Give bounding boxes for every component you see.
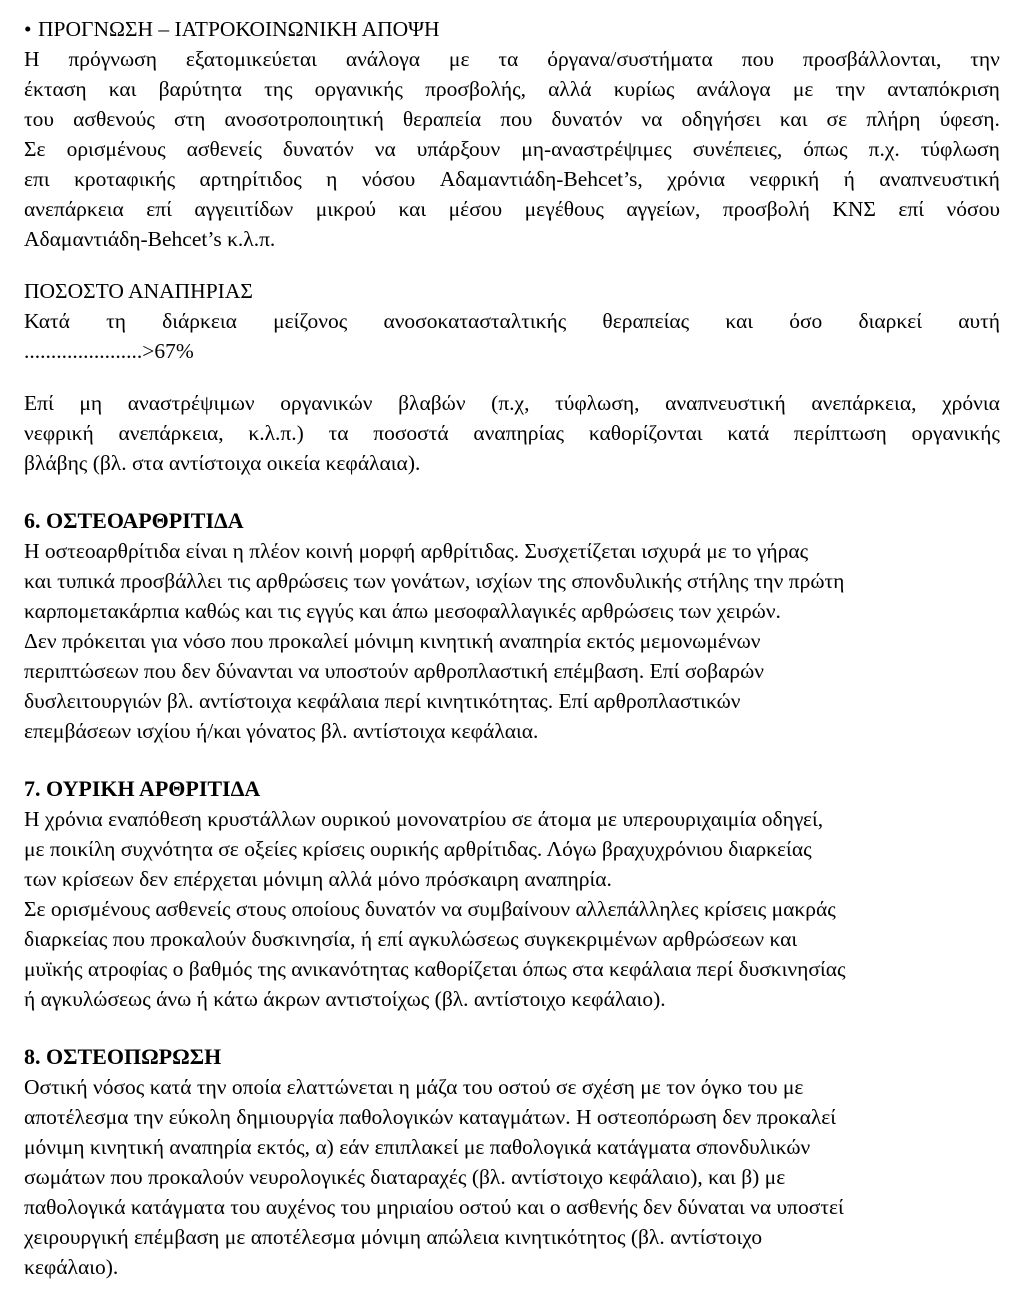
section-heading: 7. ΟΥΡΙΚΗ ΑΡΘΡΙΤΙΔΑ <box>24 776 261 801</box>
word: κατά <box>727 421 770 445</box>
paragraph-line: Σε ορισμένους ασθενείς στους οποίους δυνατόν να συμβαίνουν αλλεπάλληλες κρίσεις μακράς <box>24 897 836 921</box>
word: όπως <box>803 137 848 161</box>
word: αλλά <box>548 77 592 101</box>
word: την <box>970 47 1000 71</box>
paragraph-line: ή αγκυλώσεως άνω ή κάτω άκρων αντιστοίχως (βλ. αντίστοιχο κεφάλαιο). <box>24 987 666 1011</box>
word: δυνατόν <box>282 137 354 161</box>
word: ανάλογα <box>345 47 421 71</box>
word: καθορίζονται <box>588 421 703 445</box>
paragraph-line: σωμάτων που προκαλούν νευρολογικές διαταραχές (βλ. αντίστοιχο κεφάλαιο), και β) με <box>24 1165 786 1189</box>
word: και <box>779 107 808 131</box>
word: θεραπεία <box>402 107 482 131</box>
word: ή <box>843 167 855 191</box>
paragraph-line: των κρίσεων δεν επέρχεται μόνιμη αλλά μόνο πρόσκαιρη αναπηρία. <box>24 867 612 891</box>
word: να <box>641 107 663 131</box>
paragraph-line: καρπομετακάρπια καθώς και τις εγγύς και άπω μεσοφαλλαγικές αρθρώσεις των χειρών. <box>24 599 781 623</box>
word: διαρκεί <box>858 309 923 333</box>
paragraph-line <box>24 44 1000 74</box>
paragraph-line: παθολογικά κατάγματα του αυχένος του μηριαίου οστού και ο ασθενής δεν δύναται να υποστεί <box>24 1195 844 1219</box>
word: προσβάλλονται, <box>802 47 942 71</box>
word: οργανικής <box>911 421 1000 445</box>
word: επί <box>898 197 925 221</box>
section-heading: 6. ΟΣΤΕΟΑΡΘΡΙΤΙΔΑ <box>24 508 244 533</box>
word: μέσου <box>448 197 503 221</box>
word: ανεπάρκεια, <box>118 421 224 445</box>
paragraph-line: κεφάλαιο). <box>24 1255 119 1279</box>
word: συνέπειες, <box>692 137 783 161</box>
word: νεφρική <box>24 421 94 445</box>
word: προσβολή <box>722 197 810 221</box>
word: τα <box>328 421 349 445</box>
paragraph-line: επεμβάσεων ισχίου ή/και γόνατος βλ. αντίστοιχα κεφάλαια. <box>24 719 539 743</box>
word: ανταπόκριση <box>887 77 1000 101</box>
word: ανάλογα <box>696 77 771 101</box>
word: αναπνευστική <box>879 167 1000 191</box>
word: την <box>835 77 866 101</box>
word: ανοσοκατασταλτικής <box>383 309 567 333</box>
word: νόσου <box>946 197 1000 221</box>
word: όργανα/συστήματα <box>547 47 713 71</box>
word: ασθενούς <box>73 107 155 131</box>
word: τύφλωση, <box>555 391 640 415</box>
word: μικρού <box>315 197 377 221</box>
word: ανεπάρκεια, <box>811 391 917 415</box>
word: επι <box>24 167 50 191</box>
word: και <box>108 77 137 101</box>
word: μείζονος <box>273 309 348 333</box>
word: σε <box>826 107 848 131</box>
word: ποσοστά <box>373 421 449 445</box>
disability-section <box>24 276 1000 478</box>
paragraph-line: μόνιμη κινητική αναπηρία εκτός, α) εάν επιπλακεί με παθολογικά κατάγματα σπονδυλικών <box>24 1135 811 1159</box>
word: οδηγήσει <box>681 107 761 131</box>
word: τύφλωση <box>920 137 1000 161</box>
paragraph-line <box>24 104 1000 134</box>
word: Αδαμαντιάδη-Behcet’s, <box>439 167 643 191</box>
word: αναπνευστική <box>665 391 786 415</box>
word: πλήρη <box>866 107 921 131</box>
paragraph-line: αποτέλεσμα την εύκολη δημιουργία παθολογικών καταγμάτων. Η οστεοπόρωση δεν προκαλεί <box>24 1105 837 1129</box>
section-heading: 8. ΟΣΤΕΟΠΩΡΩΣΗ <box>24 1044 222 1069</box>
word: αγγείων, <box>626 197 701 221</box>
word: η <box>326 167 338 191</box>
paragraph-line <box>24 164 1000 194</box>
word: ανεπάρκεια <box>24 197 124 221</box>
paragraph-line: μυϊκής ατροφίας ο βαθμός της ανικανότητας καθορίζεται όπως στα κεφάλαια περί δυσκινησίας <box>24 957 846 981</box>
word: θεραπείας <box>602 309 690 333</box>
word: αρτηρίτιδος <box>199 167 302 191</box>
paragraph-line: Η χρόνια εναπόθεση κρυστάλλων ουρικού μονονατρίου σε άτομα με υπερουριχαιμία οδηγεί, <box>24 807 824 831</box>
paragraph-line: Οστική νόσος κατά την οποία ελαττώνεται η μάζα του οστού σε σχέση με τον όγκο του με <box>24 1075 804 1099</box>
word: μη <box>79 391 103 415</box>
word: και <box>725 309 754 333</box>
word: κυρίως <box>613 77 675 101</box>
word: τα <box>498 47 519 71</box>
word: όσο <box>789 309 823 333</box>
word: οργανικής <box>314 77 403 101</box>
word: του <box>24 107 55 131</box>
word: περίπτωση <box>793 421 887 445</box>
paragraph-line <box>24 418 1000 448</box>
word: (π.χ, <box>491 391 530 415</box>
word: Σε <box>24 137 46 161</box>
section-osteoarthritis <box>24 506 1000 746</box>
word: στη <box>173 107 206 131</box>
word: αυτή <box>958 309 1000 333</box>
disability-percentage: ......................>67% <box>24 339 194 363</box>
word: αναπηρίας <box>473 421 565 445</box>
word: χρόνια <box>667 167 726 191</box>
paragraph-line <box>24 134 1000 164</box>
word: οργανικών <box>280 391 373 415</box>
prognosis-title: ΠΡΟΓΝΩΣΗ – ΙΑΤΡΟΚΟΙΝΩΝΙΚΗ ΑΠΟΨΗ <box>38 17 440 41</box>
word: δυνατόν <box>551 107 623 131</box>
word: μεγέθους <box>524 197 604 221</box>
paragraph-line <box>24 306 1000 336</box>
paragraph-line: βλάβης (βλ. στα αντίστοιχα οικεία κεφάλαια). <box>24 451 421 475</box>
word: κροταφικής <box>74 167 176 191</box>
word: υπάρξουν <box>416 137 501 161</box>
word: βλαβών <box>398 391 466 415</box>
word: προσβολής, <box>425 77 527 101</box>
word: επί <box>146 197 172 221</box>
word: νόσου <box>361 167 416 191</box>
word: ΚΝΣ <box>832 197 876 221</box>
paragraph-line <box>24 74 1000 104</box>
paragraph-line: διαρκείας που προκαλούν δυσκινησία, ή επί αγκυλώσεως συγκεκριμένων αρθρώσεων και <box>24 927 798 951</box>
word: ανοσοτροποιητική <box>224 107 384 131</box>
word: και <box>398 197 427 221</box>
word: εξατομικεύεται <box>185 47 317 71</box>
prognosis-section <box>24 14 1000 254</box>
word: ορισμένους <box>66 137 166 161</box>
word: Η <box>24 47 40 71</box>
word: Κατά <box>24 309 70 333</box>
word: π.χ. <box>868 137 900 161</box>
bullet-icon: • <box>24 17 32 41</box>
word: πρόγνωση <box>68 47 157 71</box>
word: να <box>374 137 396 161</box>
paragraph-line <box>24 194 1000 224</box>
section-gout <box>24 774 1000 1014</box>
section-osteoporosis <box>24 1042 1000 1282</box>
word: της <box>264 77 293 101</box>
word: αναστρέψιμων <box>127 391 255 415</box>
word: νεφρική <box>749 167 820 191</box>
paragraph-line: δυσλειτουργιών βλ. αντίστοιχα κεφάλαια περί κινητικότητας. Επί αρθροπλαστικών <box>24 689 741 713</box>
word: αγγειιτίδων <box>194 197 294 221</box>
word: που <box>741 47 774 71</box>
paragraph-line: με ποικίλη συχνότητα σε οξείες κρίσεις ουρικής αρθρίτιδας. Λόγω βραχυχρόνιου διαρκείας <box>24 837 812 861</box>
disability-title: ΠΟΣΟΣΤΟ ΑΝΑΠΗΡΙΑΣ <box>24 279 253 303</box>
word: ύφεση. <box>939 107 1000 131</box>
word: διάρκεια <box>162 309 237 333</box>
word: μη-αναστρέψιμες <box>521 137 672 161</box>
word: έκταση <box>24 77 87 101</box>
word: χρόνια <box>942 391 1000 415</box>
word: βαρύτητα <box>158 77 242 101</box>
paragraph-line: Αδαμαντιάδη-Behcet’s κ.λ.π. <box>24 227 276 251</box>
paragraph-line: περιπτώσεων που δεν δύνανται να υποστούν αρθροπλαστική επέμβαση. Επί σοβαρών <box>24 659 764 683</box>
paragraph-line: και τυπικά προσβάλλει τις αρθρώσεις των γονάτων, ισχίων της σπονδυλικής στήλης την πρώτη <box>24 569 845 593</box>
word: Επί <box>24 391 54 415</box>
word: ασθενείς <box>186 137 262 161</box>
word: με <box>448 47 470 71</box>
word: με <box>792 77 814 101</box>
paragraph-line: Η οστεοαρθρίτιδα είναι η πλέον κοινή μορφή αρθρίτιδας. Συσχετίζεται ισχυρά με το γήρας <box>24 539 809 563</box>
word: κ.λ.π.) <box>248 421 304 445</box>
paragraph-line: Δεν πρόκειται για νόσο που προκαλεί μόνιμη κινητική αναπηρία εκτός μεμονωμένων <box>24 629 761 653</box>
paragraph-line <box>24 388 1000 418</box>
prognosis-title-line <box>24 14 1000 44</box>
paragraph-line: χειρουργική επέμβαση με αποτέλεσμα μόνιμη απώλεια κινητικότητος (βλ. αντίστοιχο <box>24 1225 763 1249</box>
word: τη <box>106 309 126 333</box>
word: που <box>500 107 533 131</box>
